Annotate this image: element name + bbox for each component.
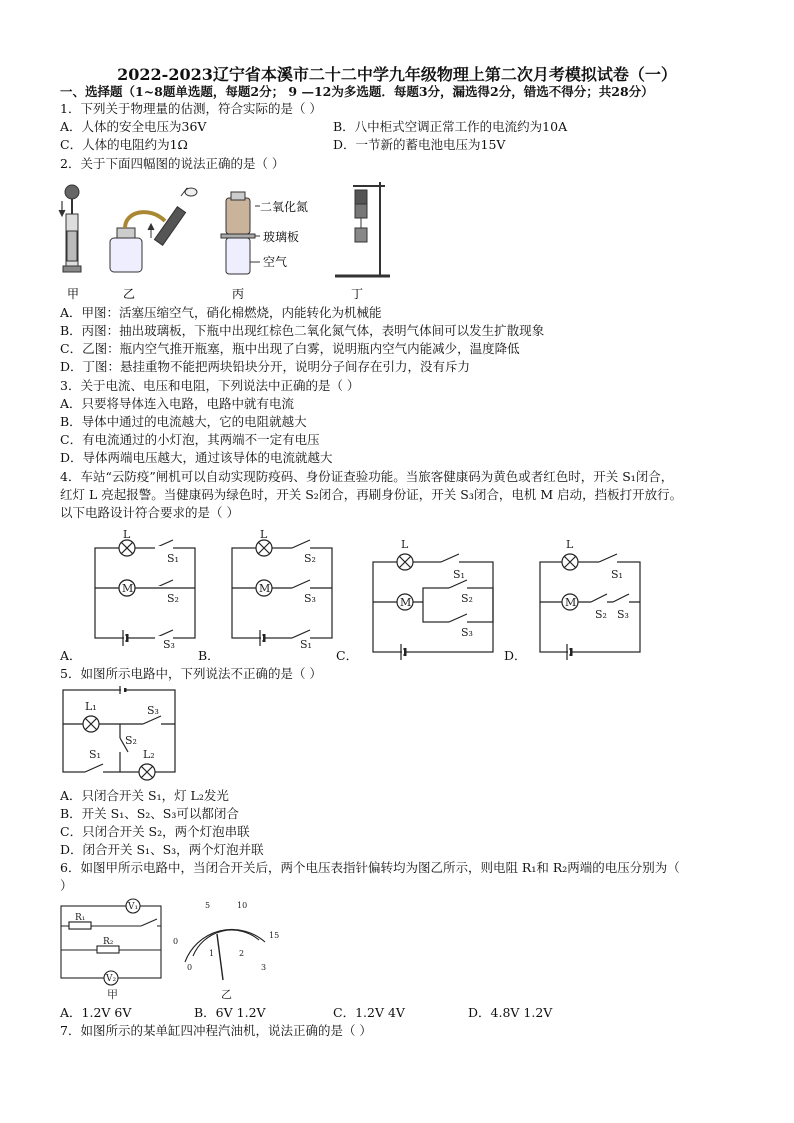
circuit-d [540,554,640,660]
q6-figures [55,894,295,1004]
circuit-b [232,540,332,646]
q5-option-c: C．只闭合开关 S₂，两个灯泡串联 [60,824,250,839]
svg-text:2: 2 [239,949,245,958]
figure-ding [335,182,390,276]
svg-text:S₂: S₂ [125,734,137,747]
svg-text:R₁: R₁ [75,913,86,923]
svg-text:S₁: S₁ [167,552,179,565]
q3-option-d: D．导体两端电压越大，通过该导体的电流就越大 [60,450,333,465]
q2-option-a: A．甲图：活塞压缩空气，硝化棉燃烧，内能转化为机械能 [60,305,382,320]
svg-text:M: M [565,596,577,609]
svg-text:M: M [122,582,134,595]
svg-text:L₂: L₂ [143,748,155,761]
q6-label-jia: 甲 [107,988,118,1001]
q6-option-b: B．6V 1.2V [194,1005,266,1020]
svg-text:5: 5 [205,901,211,910]
section-heading: 一、选择题（1~8题单选题，每题2分； 9 —12为多选题．每题3分，漏选得2分，错选不得分；共28分） [60,84,654,99]
svg-text:S₁: S₁ [611,568,623,581]
svg-text:S₁: S₁ [89,748,101,761]
svg-text:0: 0 [187,963,193,972]
svg-text:S₃: S₃ [617,608,629,621]
label-yi: 乙 [123,287,136,301]
q4-line-2: 红灯 L 亮起报警。当健康码为绿色时，开关 S₂闭合，再刷身份证，开关 S₃闭合，电机 M 启动，挡板打开放行。 [60,487,683,502]
label-jia: 甲 [67,287,80,301]
svg-text:L₁: L₁ [85,700,97,713]
q5-stem: 5．如图所示电路中，下列说法不正确的是（ ） [60,666,322,681]
q2-option-d: D．丁图：悬挂重物不能把两块铅块分开，说明分子间存在引力，没有斥力 [60,359,471,374]
label-ding: 丁 [351,287,364,301]
q5-circuit [55,682,195,782]
q5-option-b: B．开关 S₁、S₂、S₃可以都闭合 [60,806,239,821]
q3-option-c: C．有电流通过的小灯泡，其两端不一定有电压 [60,432,320,447]
q6-line-1: 6．如图甲所示电路中，当闭合开关后，两个电压表指针偏转均为图乙所示，则电阻 R₁和 R₂两端的电压分别为（ [60,860,680,875]
q6-option-c: C．1.2V 4V [333,1005,405,1020]
q6-dial-yi [185,929,265,962]
figure-jia [59,185,81,272]
q6-option-a: A．1.2V 6V [60,1005,132,1020]
q3-stem: 3．关于电流、电压和电阻，下列说法中正确的是（ ） [60,378,360,393]
q1-option-d: D．一节新的蓄电池电压为15V [333,137,506,152]
svg-text:R₂: R₂ [103,937,114,947]
q1-stem: 1．下列关于物理量的估测，符合实际的是（ ） [60,101,322,116]
q4-line-1: 4．车站“云防疫”闸机可以自动实现防疫码、身份证查验功能。当旅客健康码为黄色或者红色时，开关 S₁闭合， [60,469,674,484]
q2-stem: 2．关于下面四幅图的说法正确的是（ ） [60,156,285,171]
q6-label-yi: 乙 [221,988,232,1001]
figure-bing [221,192,260,274]
q2-figures [55,176,395,304]
q4-line-3: 以下电路设计符合要求的是（ ） [60,505,239,520]
svg-text:3: 3 [261,963,267,972]
circuit-c [373,554,493,660]
svg-text:L: L [123,528,131,541]
svg-text:S₃: S₃ [304,592,316,605]
q5-option-a: A．只闭合开关 S₁，灯 L₂发光 [60,788,229,803]
svg-text:L: L [566,538,574,551]
q2-option-c: C．乙图：瓶内空气推开瓶塞，瓶中出现了白雾，说明瓶内空气内能减少，温度降低 [60,341,520,356]
figure-yi [110,188,197,272]
label-no2: 二氧化氮 [260,200,309,214]
svg-text:S₂: S₂ [167,592,179,605]
q6-option-d: D．4.8V 1.2V [468,1005,553,1020]
circuit-a [95,540,195,646]
svg-text:S₁: S₁ [300,638,312,651]
q1-option-a: A．人体的安全电压为36V [60,119,207,134]
q2-option-b: B．丙图：抽出玻璃板，下瓶中出现红棕色二氧化氮气体，表明气体间可以发生扩散现象 [60,323,545,338]
svg-text:0: 0 [173,937,179,946]
label-air: 空气 [263,255,288,269]
q4-option-a: A． [60,648,82,663]
svg-text:15: 15 [269,931,280,940]
svg-text:S₃: S₃ [461,626,473,639]
svg-text:S₂: S₂ [304,552,316,565]
page-title: 2022-2023辽宁省本溪市二十二中学九年级物理上第二次月考模拟试卷（一） [117,65,677,84]
svg-text:1: 1 [209,949,215,958]
q3-option-b: B．导体中通过的电流越大，它的电阻就越大 [60,414,307,429]
svg-text:V₂: V₂ [106,974,117,984]
svg-text:M: M [259,582,271,595]
svg-text:L: L [401,538,409,551]
svg-text:S₂: S₂ [461,592,473,605]
q4-option-b: B． [198,648,220,663]
q1-option-b: B．八中柜式空调正常工作的电流约为10A [333,119,568,134]
q4-option-c: C． [336,648,359,663]
label-glass-plate: 玻璃板 [263,230,300,244]
label-bing: 丙 [232,287,245,301]
svg-text:L: L [260,528,268,541]
q6-line-2: ） [60,878,73,893]
q1-option-c: C．人体的电阻约为1Ω [60,137,188,152]
svg-text:V₁: V₁ [128,902,139,912]
svg-text:S₁: S₁ [453,568,465,581]
svg-text:S₃: S₃ [147,704,159,717]
q4-option-d: D． [504,648,527,663]
q5-option-d: D．闭合开关 S₁、S₃，两个灯泡并联 [60,842,264,857]
q3-option-a: A．只要将导体连入电路，电路中就有电流 [60,396,295,411]
q4-circuit-diagrams [55,522,655,664]
svg-text:M: M [400,596,412,609]
svg-text:10: 10 [237,901,248,910]
svg-text:S₃: S₃ [163,638,175,651]
svg-text:S₂: S₂ [595,608,607,621]
q7-stem: 7．如图所示的某单缸四冲程汽油机，说法正确的是（ ） [60,1023,372,1038]
